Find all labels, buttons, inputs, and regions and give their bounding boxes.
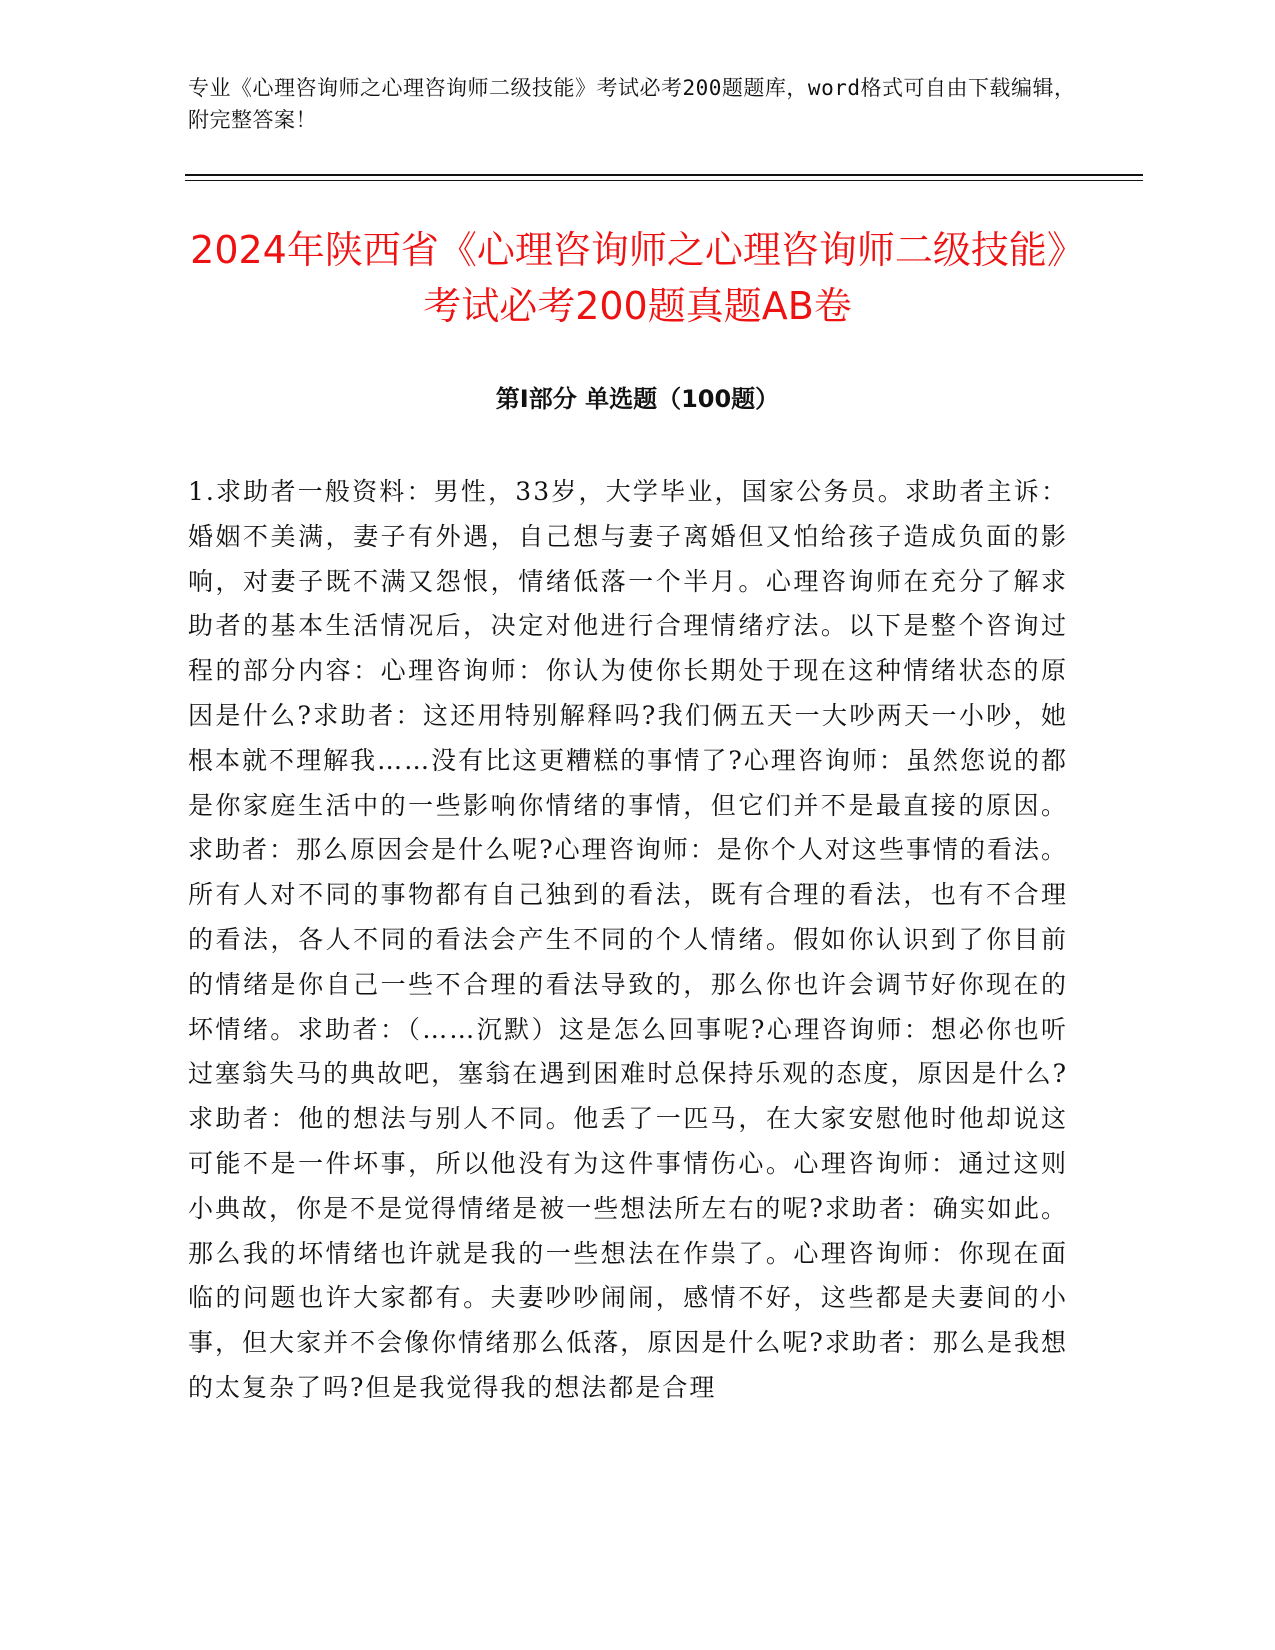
- header-rule-thick: [185, 174, 1143, 176]
- section-heading: 第Ⅰ部分 单选题（100题）: [495, 385, 780, 413]
- header-rule-thin: [185, 180, 1143, 181]
- document-title: 2024年陕西省《心理咨询师之心理咨询师二级技能》考试必考200题真题AB卷: [190, 228, 1085, 328]
- header-note: 专业《心理咨询师之心理咨询师二级技能》考试必考200题题库，word格式可自由下载编辑，附完整答案！: [188, 76, 1076, 132]
- question-1-text: 1.求助者一般资料：男性，33岁，大学毕业，国家公务员。求助者主诉：婚姻不美满，妻子有外遇，自己想与妻子离婚但又怕给孩子造成负面的影响，对妻子既不满又怨恨，情绪低落一个半月。心理咨询师在充分了解求助者的基本生活情况后，决定对他进行合理情绪疗法。以下是整个咨询过程的部分内容：心理咨询师：你认为使你长期处于现在这种情绪状态的原因是什么?求助者：这还用特别解释吗?我们俩五天一大吵两天一小吵，她根本就不理解我……没有比这更糟糕的事情了?心理咨询师：虽然您说的都是你家庭生活中的一些影响你情绪的事情，但它们并不是最直接的原因。求助者：那么原因会是什么呢?心理咨询师：是你个人对这些事情的看法。所有人对不同的事物都有自己独到的看法，既有合理的看法，也有不合理的看法，各人不同的看法会产生不同的个人情绪。假如你认识到了你目前的情绪是你自己一些不合理的看法导致的，那么你也许会调节好你现在的坏情绪。求助者：（……沉默）这是怎么回事呢?心理咨询师：想必你也听过塞翁失马的典故吧，塞翁在遇到困难时总保持乐观的态度，原因是什么?求助者：他的想法与别人不同。他丢了一匹马，在大家安慰他时他却说这可能不是一件坏事，所以他没有为这件事情伤心。心理咨询师：通过这则小典故，你是不是觉得情绪是被一些想法所左右的呢?求助者：确实如此。那么我的坏情绪也许就是我的一些想法在作祟了。心理咨询师：你现在面临的问题也许大家都有。夫妻吵吵闹闹，感情不好，这些都是夫妻间的小事，但大家并不会像你情绪那么低落，原因是什么呢?求助者：那么是我想的太复杂了吗?但是我觉得我的想法都是合理: [188, 477, 1068, 1402]
